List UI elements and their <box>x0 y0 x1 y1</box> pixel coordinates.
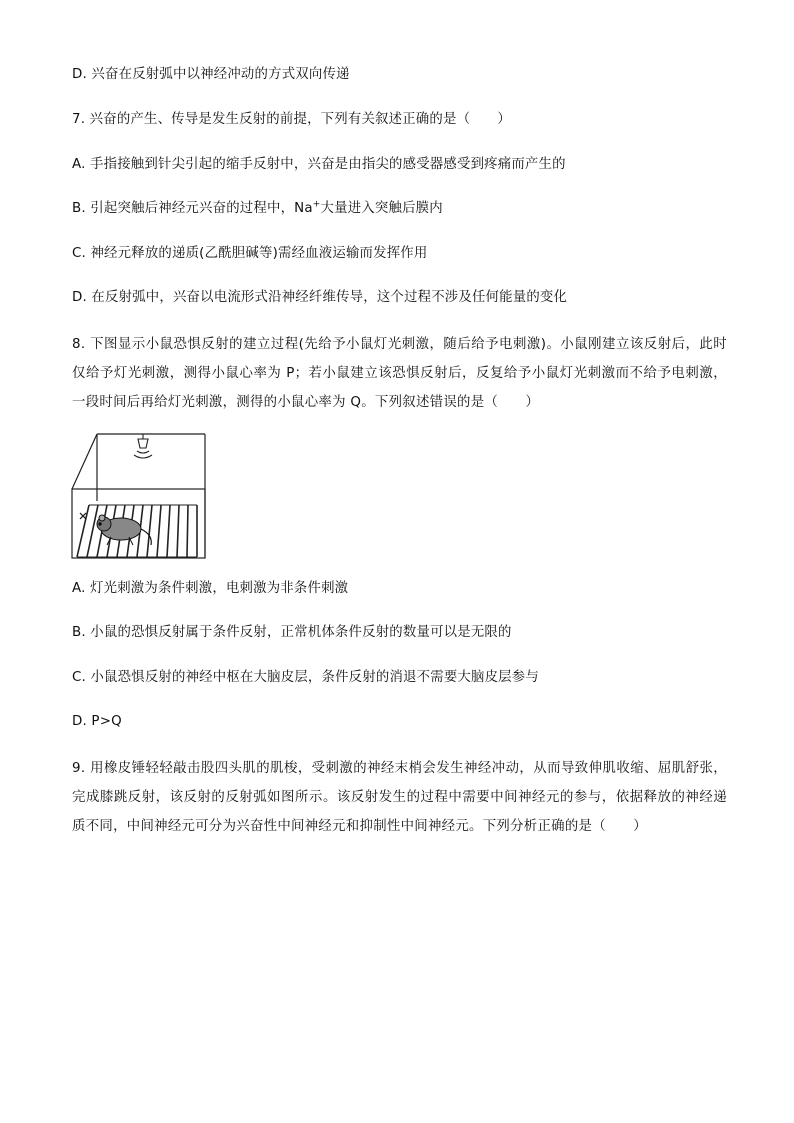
q7-option-b-sup: + <box>312 199 321 210</box>
q7-option-b-suffix: 大量进入突触后膜内 <box>320 201 443 216</box>
mouse-fear-reflex-figure <box>71 433 208 559</box>
cage-edge-left-diag <box>72 434 97 489</box>
q7-option-a: A. 手指接触到针尖引起的缩手反射中，兴奋是由指尖的感受器感受到疼痛而产生的 <box>72 157 566 172</box>
q7-option-b-prefix: B. 引起突触后神经元兴奋的过程中，Na <box>72 201 313 216</box>
q8-option-a: A. 灯光刺激为条件刺激，电刺激为非条件刺激 <box>72 581 349 596</box>
q6-option-d: D. 兴奋在反射弧中以神经冲动的方式双向传递 <box>72 67 350 82</box>
q8-stem: 8. 下图显示小鼠恐惧反射的建立过程(先给予小鼠灯光刺激，随后给予电刺激)。小鼠刚建立该反射后，此时仅给予灯光刺激，测得小鼠心率为 P；若小鼠建立该恐惧反射后，反复给予小鼠灯光刺激而不给予电刺激，一段时间后再给灯光刺激，测得的小鼠心率为 Q。下列叙述错误的是（ ） <box>72 337 727 410</box>
q8-option-b: B. 小鼠的恐惧反射属于条件反射，正常机体条件反射的数量可以是无限的 <box>72 625 512 640</box>
q8-option-d: D. P>Q <box>72 714 122 729</box>
q7-stem: 7. 兴奋的产生、传导是发生反射的前提，下列有关叙述正确的是（ ） <box>72 112 511 127</box>
q9-stem: 9. 用橡皮锤轻轻敲击股四头肌的肌梭，受刺激的神经末梢会发生神经冲动，从而导致伸肌收缩、屈肌舒张，完成膝跳反射，该反射的反射弧如图所示。该反射发生的过程中需要中间神经元的参与，依据释放的神经递质不同，中间神经元可分为兴奋性中间神经元和抑制性中间神经元。下列分析正确的是（ ） <box>72 761 727 834</box>
q8-option-c: C. 小鼠恐惧反射的神经中枢在大脑皮层，条件反射的消退不需要大脑皮层参与 <box>72 670 539 685</box>
q7-option-d: D. 在反射弧中，兴奋以电流形式沿神经纤维传导，这个过程不涉及任何能量的变化 <box>72 290 568 305</box>
q7-option-c: C. 神经元释放的递质(乙酰胆碱等)需经血液运输而发挥作用 <box>72 246 428 261</box>
q7-option-b <box>72 199 443 219</box>
lamp-icon <box>134 434 152 458</box>
